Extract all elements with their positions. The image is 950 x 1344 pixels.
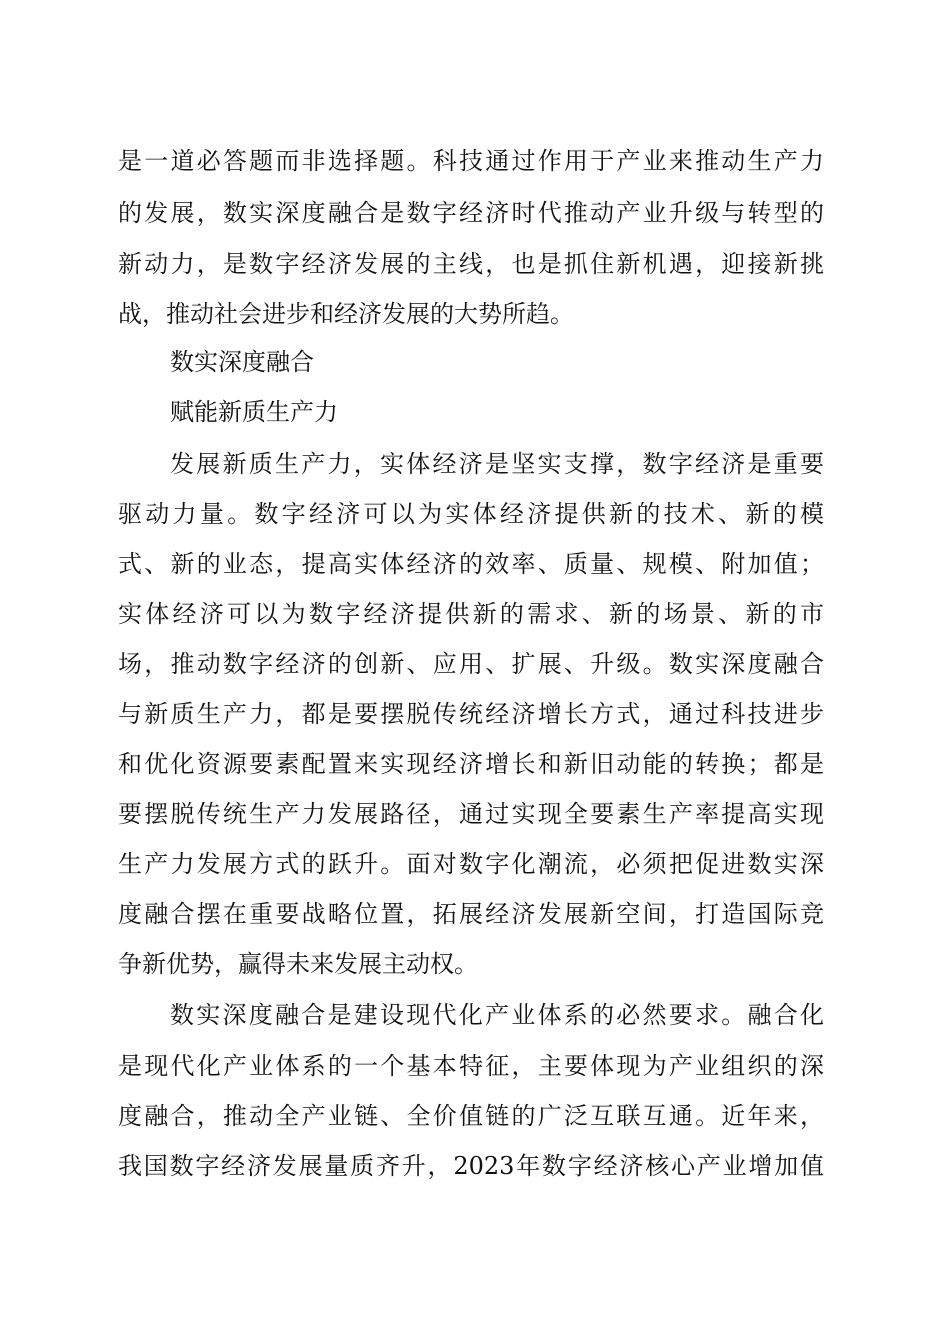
paragraph-2-line-10: 度融合摆在重要战略位置，拓展经济发展新空间，打造国际竞	[118, 900, 824, 928]
paragraph-2-line-9: 生产力发展方式的跃升。面对数字化潮流，必须把促进数实深	[118, 850, 824, 878]
paragraph-3-line-1: 数实深度融合是建设现代化产业体系的必然要求。融合化	[170, 1001, 824, 1029]
paragraph-2-line-3: 式、新的业态，提高实体经济的效率、质量、规模、附加值；	[118, 550, 824, 578]
paragraph-2-line-2: 驱动力量。数字经济可以为实体经济提供新的技术、新的模	[118, 500, 824, 528]
paragraph-2-line-6: 与新质生产力，都是要摆脱传统经济增长方式，通过科技进步	[118, 700, 824, 728]
section-heading-2: 赋能新质生产力	[170, 398, 338, 426]
paragraph-2-line-8: 要摆脱传统生产力发展路径，通过实现全要素生产率提高实现	[118, 800, 824, 828]
section-heading-1: 数实深度融合	[170, 348, 314, 376]
paragraph-1-line-4: 战，推动社会进步和经济发展的大势所趋。	[118, 300, 574, 328]
paragraph-3-line-3: 度融合，推动全产业链、全价值链的广泛互联互通。近年来，	[118, 1102, 824, 1130]
paragraph-1-line-1: 是一道必答题而非选择题。科技通过作用于产业来推动生产力	[118, 147, 824, 175]
paragraph-2-line-7: 和优化资源要素配置来实现经济增长和新旧动能的转换；都是	[118, 750, 824, 778]
paragraph-3-line-4: 我国数字经济发展量质齐升，2023年数字经济核心产业增加值	[118, 1152, 824, 1180]
paragraph-1-line-2: 的发展，数实深度融合是数字经济时代推动产业升级与转型的	[118, 199, 824, 227]
paragraph-2-line-11: 争新优势，赢得未来发展主动权。	[118, 950, 478, 978]
paragraph-2-line-5: 场，推动数字经济的创新、应用、扩展、升级。数实深度融合	[118, 650, 824, 678]
paragraph-3-line-2: 是现代化产业体系的一个基本特征，主要体现为产业组织的深	[118, 1052, 824, 1080]
paragraph-2-line-4: 实体经济可以为数字经济提供新的需求、新的场景、新的市	[118, 600, 824, 628]
paragraph-1-line-3: 新动力，是数字经济发展的主线，也是抓住新机遇，迎接新挑	[118, 250, 824, 278]
paragraph-2-line-1: 发展新质生产力，实体经济是坚实支撑，数字经济是重要	[170, 450, 824, 478]
